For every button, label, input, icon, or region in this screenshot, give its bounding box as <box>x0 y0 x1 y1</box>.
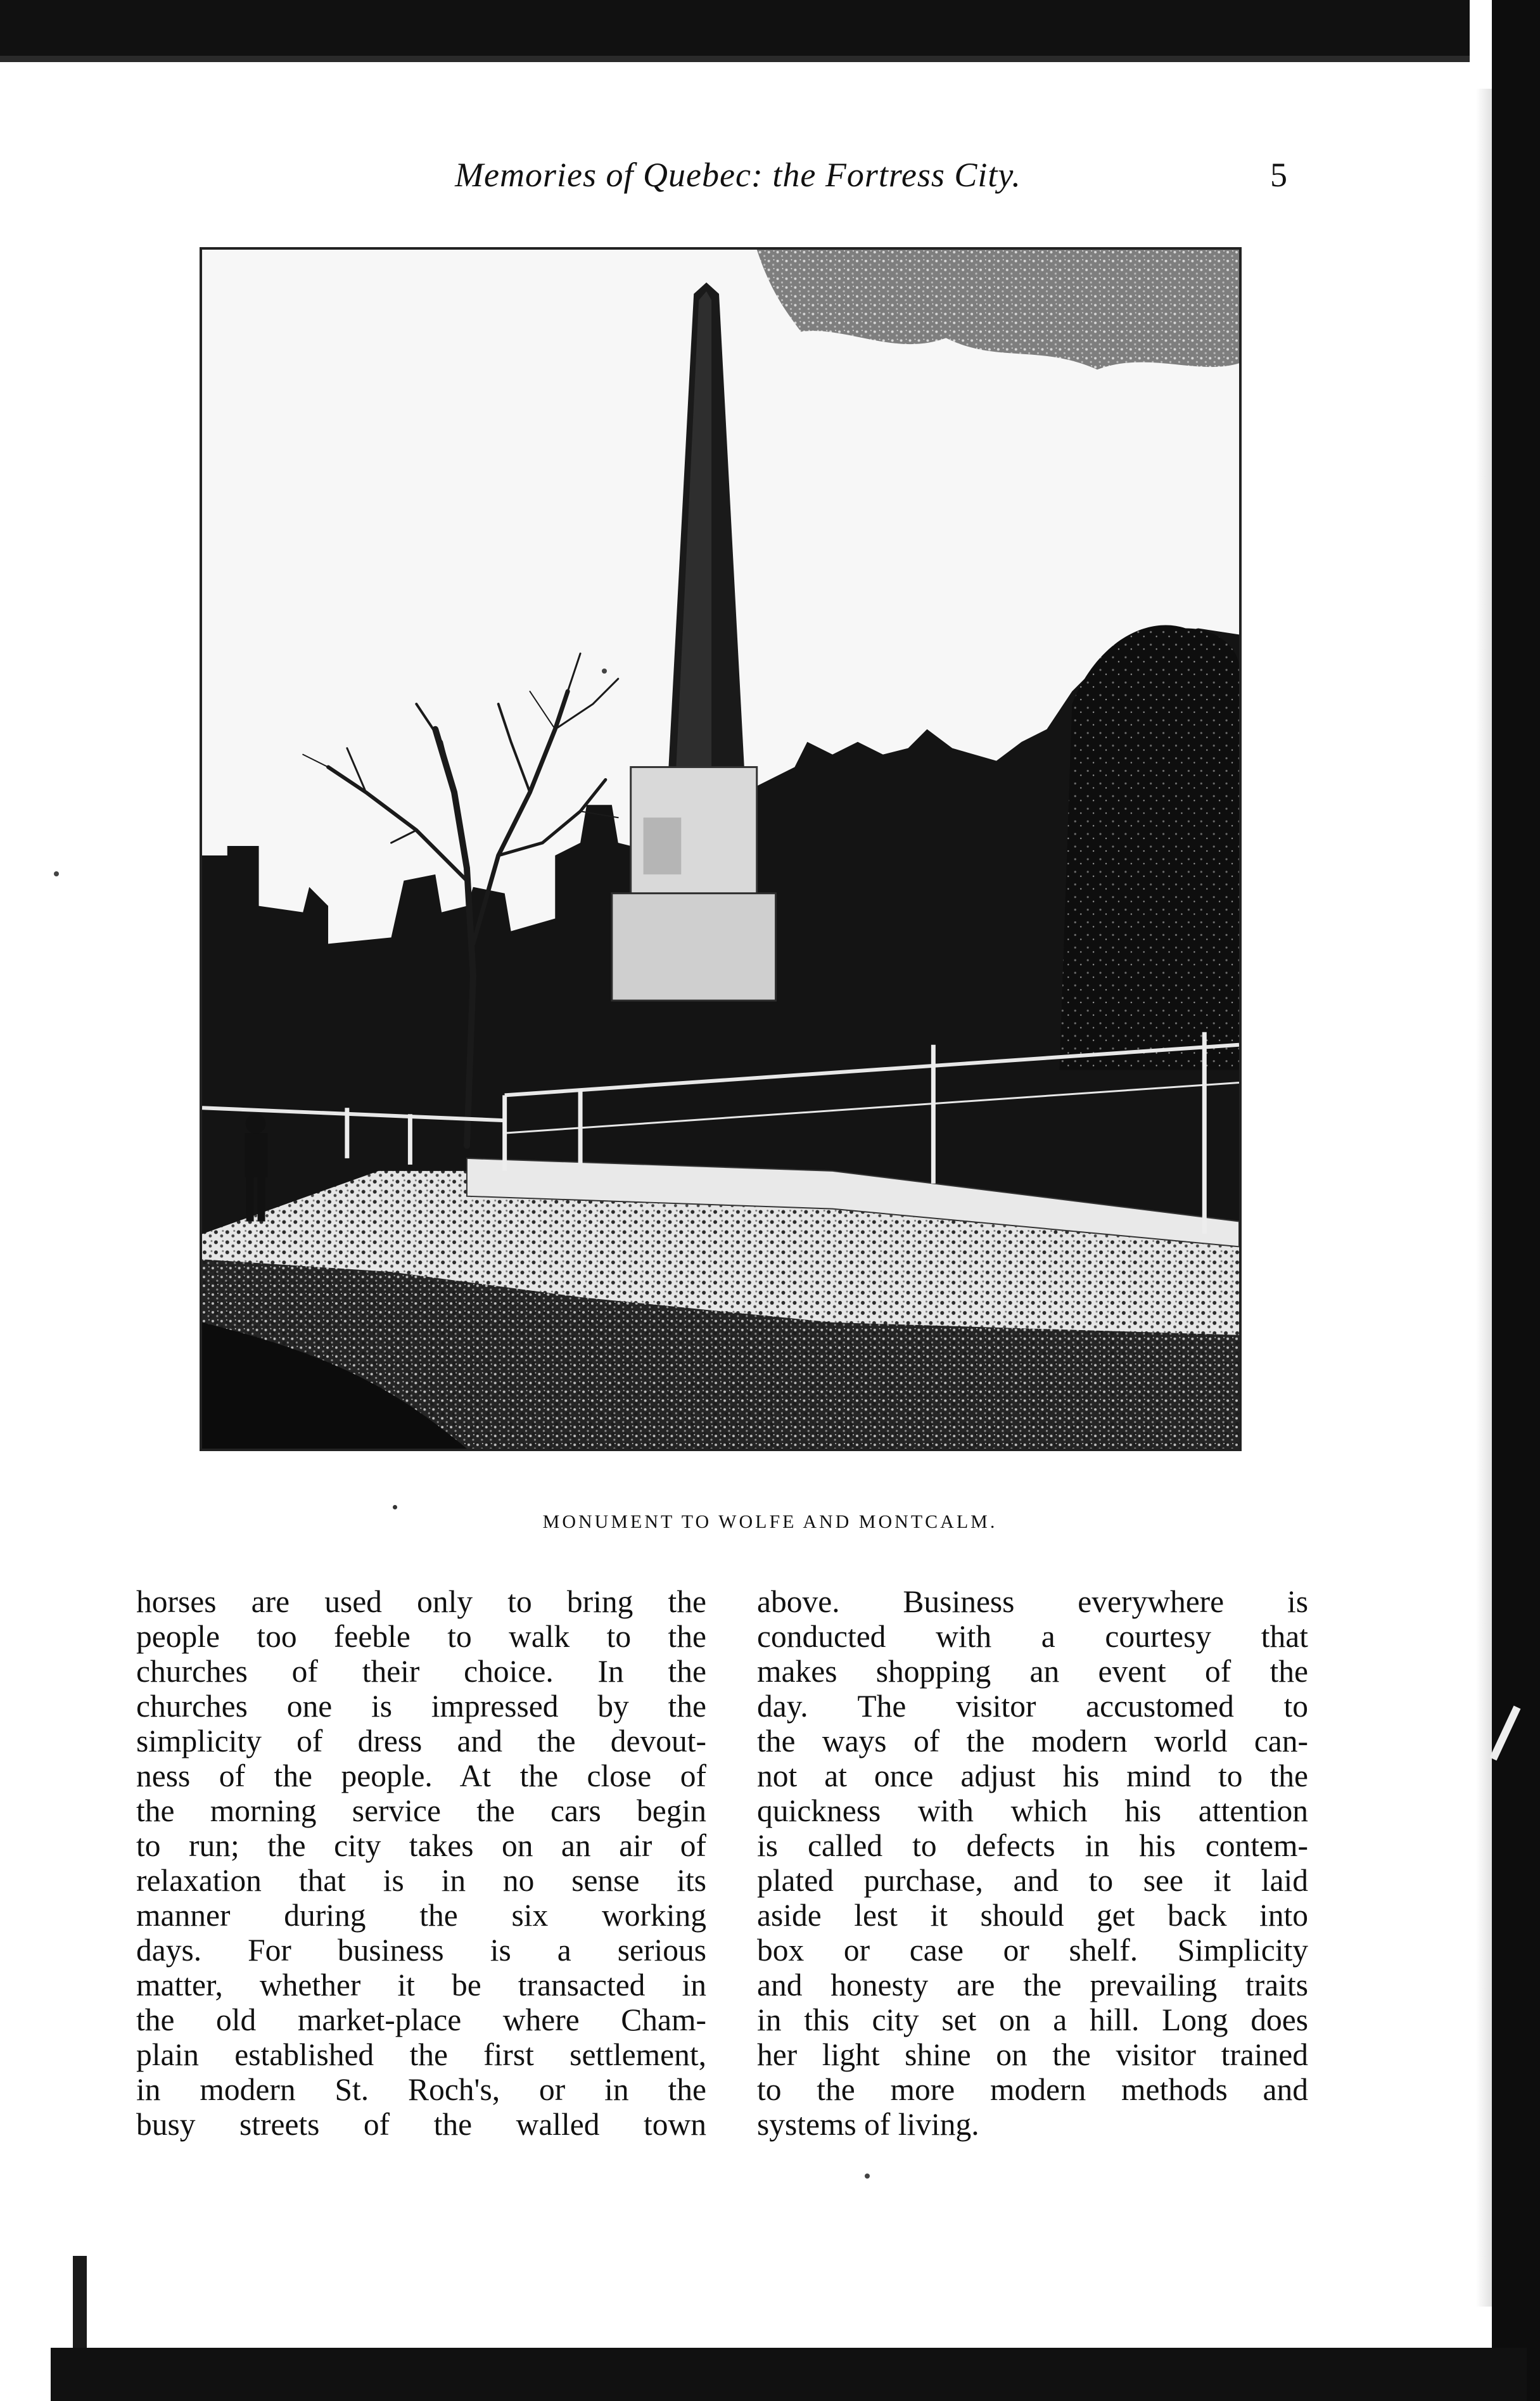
scan-border-bottom <box>51 2348 1527 2401</box>
body-line: to run; the city takes on an air of <box>136 1828 706 1863</box>
body-line: churches of their choice. In the <box>136 1654 706 1689</box>
body-line: plain established the first settlement, <box>136 2037 706 2072</box>
body-column-right <box>757 1584 1308 2142</box>
stray-dot <box>865 2174 870 2179</box>
monument-photograph <box>200 247 1242 1451</box>
body-line: and honesty are the prevailing traits <box>757 1968 1308 2002</box>
body-line: in modern St. Roch's, or in the <box>136 2072 706 2107</box>
page-number: 5 <box>1270 156 1287 194</box>
body-line: aside lest it should get back into <box>757 1898 1308 1933</box>
body-line: systems of living. <box>757 2107 979 2142</box>
body-line: the morning service the cars begin <box>136 1793 706 1828</box>
body-line: box or case or shelf. Simplicity <box>757 1933 1308 1968</box>
body-line: manner during the six working <box>136 1898 706 1933</box>
stray-dot <box>54 871 59 876</box>
caption-dot <box>393 1505 397 1509</box>
body-line: conducted with a courtesy that <box>757 1619 1308 1654</box>
figure-caption: MONUMENT TO WOLFE AND MONTCALM. <box>542 1511 998 1532</box>
body-line: plated purchase, and to see it laid <box>757 1863 1308 1898</box>
scan-border-top <box>0 0 1470 58</box>
body-line: relaxation that is in no sense its <box>136 1863 706 1898</box>
body-line: to the more modern methods and <box>757 2072 1308 2107</box>
running-head <box>0 155 1457 206</box>
body-line: simplicity of dress and the devout- <box>136 1724 706 1758</box>
body-line: the ways of the modern world can- <box>757 1724 1308 1758</box>
body-line: is called to defects in his contem- <box>757 1828 1308 1863</box>
body-line: makes shopping an event of the <box>757 1654 1308 1689</box>
body-line: the old market-place where Cham- <box>136 2002 706 2037</box>
scan-edge-shadow <box>1476 89 1494 2307</box>
body-line: in this city set on a hill. Long does <box>757 2002 1308 2037</box>
body-line: days. For business is a serious <box>136 1933 706 1968</box>
body-line: matter, whether it be transacted in <box>136 1968 706 2002</box>
body-line: her light shine on the visitor trained <box>757 2037 1308 2072</box>
body-line: churches one is impressed by the <box>136 1689 706 1724</box>
body-line: above. Business everywhere is <box>757 1584 1308 1619</box>
scan-streak-left <box>73 2256 87 2351</box>
body-line: quickness with which his attention <box>757 1793 1308 1828</box>
stray-dot <box>602 669 607 674</box>
body-line: people too feeble to walk to the <box>136 1619 706 1654</box>
body-column-left <box>136 1584 706 2142</box>
monument-photo-illustration <box>202 250 1239 1449</box>
body-line: busy streets of the walled town <box>136 2107 706 2142</box>
body-line: ness of the people. At the close of <box>136 1758 706 1793</box>
scan-border-right <box>1492 0 1540 2401</box>
running-head-title: Memories of Quebec: the Fortress City. <box>455 156 1021 194</box>
body-line: day. The visitor accustomed to <box>757 1689 1308 1724</box>
body-line: not at once adjust his mind to the <box>757 1758 1308 1793</box>
body-line: horses are used only to bring the <box>136 1584 706 1619</box>
